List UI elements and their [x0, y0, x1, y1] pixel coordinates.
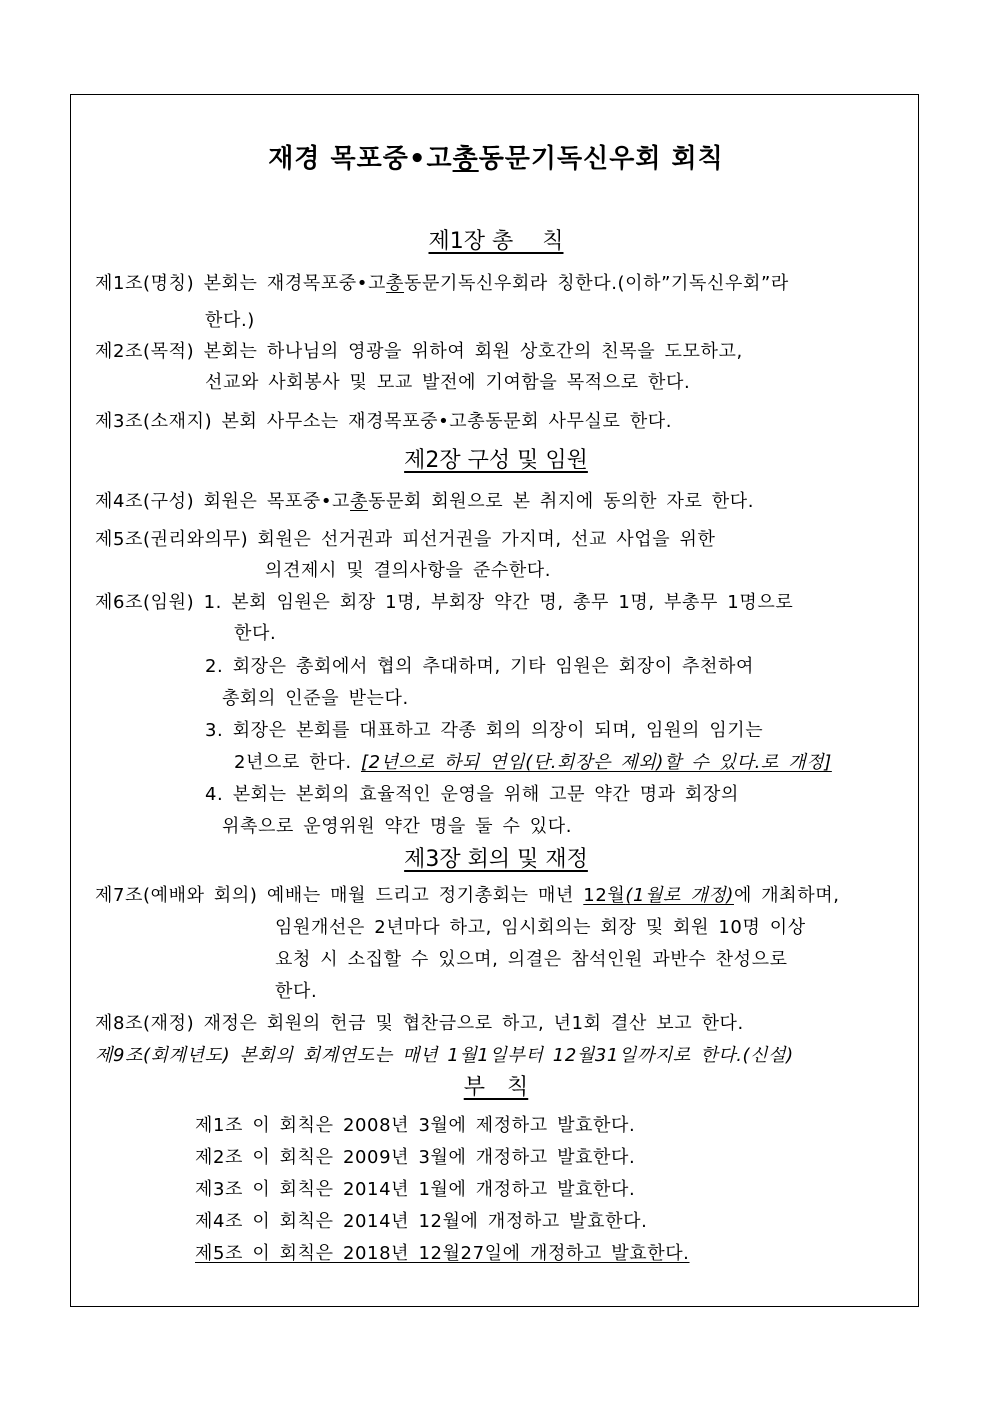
supplementary-item: 제4조 이 회칙은 2014년 12월에 개정하고 발효한다. — [195, 1211, 648, 1232]
article-1: 제1조(명칭) 본회는 재경목포중•고총동문기독신우회라 칭한다.(이하”기독신우회”라 — [95, 273, 789, 294]
document-title: 재경 목포중•고총동문기독신우회 회칙 — [268, 144, 724, 174]
amendment-note: (1월로 개정) — [625, 885, 734, 906]
chapter-1-heading: 제1장 총 칙 — [428, 229, 564, 254]
article-2-cont: 선교와 사회봉사 및 모교 발전에 기여함을 목적으로 한다. — [205, 372, 691, 393]
article-7-cont-1: 임원개선은 2년마다 하고, 임시회의는 회장 및 회원 10명 이상 — [275, 917, 806, 938]
supplementary-item-latest: 제5조 이 회칙은 2018년 12월27일에 개정하고 발효한다. — [195, 1243, 690, 1264]
chapter-2-heading: 제2장 구성 및 임원 — [404, 448, 588, 473]
article-6-item-3: 3. 회장은 본회를 대표하고 각종 회의 의장이 되며, 임원의 임기는 — [205, 720, 764, 741]
article-5-cont: 의견제시 및 결의사항을 준수한다. — [265, 560, 552, 581]
article-9: 제9조(회계년도) 본회의 회계연도는 매년 1월1일부터 12월31일까지로 한다.(신설) — [95, 1045, 794, 1066]
article-5: 제5조(권리와의무) 회원은 선거권과 피선거권을 가지며, 선교 사업을 위한 — [95, 529, 716, 550]
article-6-item-4-cont: 위촉으로 운영위원 약간 명을 둘 수 있다. — [222, 816, 573, 837]
article-4: 제4조(구성) 회원은 목포중•고총동문회 회원으로 본 취지에 동의한 자로 한다. — [95, 491, 755, 512]
article-6-item-3-cont: 2년으로 한다. [2년으로 하되 연임(단.회장은 제외)할 수 있다.로 개정] — [234, 752, 832, 773]
supplementary-heading: 부 칙 — [463, 1075, 529, 1100]
article-8: 제8조(재정) 재정은 회원의 헌금 및 협찬금으로 하고, 년1회 결산 보고 한다. — [95, 1013, 744, 1034]
article-7: 제7조(예배와 회의) 예배는 매월 드리고 정기총회는 매년 12월(1월로 개정)에 개최하며, — [95, 885, 840, 906]
article-1-cont: 한다.) — [205, 310, 255, 331]
amendment-note: [2년으로 하되 연임(단.회장은 제외)할 수 있다.로 개정] — [360, 752, 832, 773]
article-6-item-2-cont: 총회의 인준을 받는다. — [222, 688, 409, 709]
article-7-cont-3: 한다. — [275, 981, 318, 1002]
article-7-cont-2: 요청 시 소집할 수 있으며, 의결은 참석인원 과반수 찬성으로 — [275, 949, 788, 970]
supplementary-item: 제2조 이 회칙은 2009년 3월에 개정하고 발효한다. — [195, 1147, 636, 1168]
article-3: 제3조(소재지) 본회 사무소는 재경목포중•고총동문회 사무실로 한다. — [95, 411, 673, 432]
article-6-item-1: 제6조(임원) 1. 본회 임원은 회장 1명, 부회장 약간 명, 총무 1명, 부총무 1명으로 — [95, 592, 794, 613]
article-6-item-4: 4. 본회는 본회의 효율적인 운영을 위해 고문 약간 명과 회장의 — [205, 784, 739, 805]
supplementary-item: 제3조 이 회칙은 2014년 1월에 개정하고 발효한다. — [195, 1179, 636, 1200]
article-6-item-1-cont: 한다. — [234, 623, 277, 644]
article-6-item-2: 2. 회장은 총회에서 협의 추대하며, 기타 임원은 회장이 추천하여 — [205, 656, 754, 677]
article-2: 제2조(목적) 본회는 하나님의 영광을 위하여 회원 상호간의 친목을 도모하고, — [95, 341, 743, 362]
supplementary-item: 제1조 이 회칙은 2008년 3월에 제정하고 발효한다. — [195, 1115, 636, 1136]
chapter-3-heading: 제3장 회의 및 재정 — [404, 847, 588, 872]
